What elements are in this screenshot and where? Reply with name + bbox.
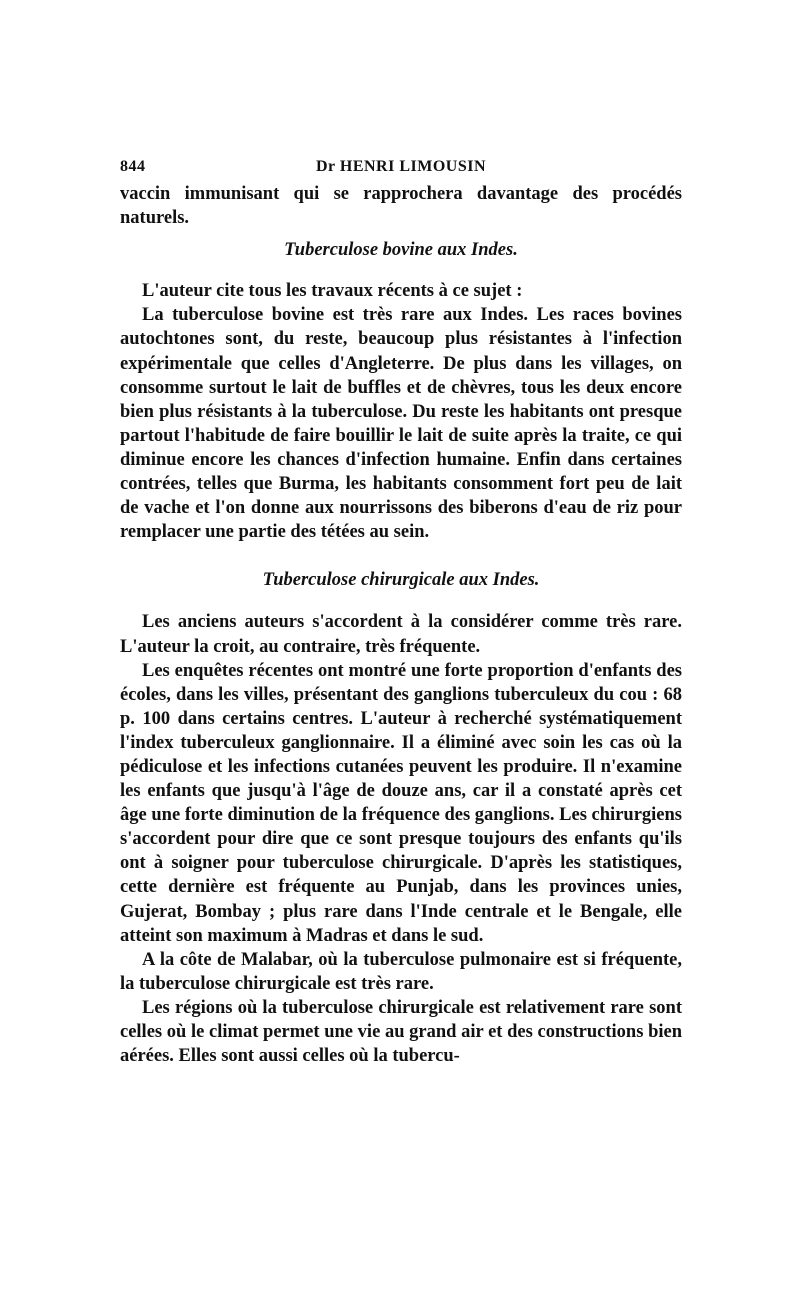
continued-paragraph: vaccin immunisant qui se rapprochera davantage des procédés naturels. bbox=[120, 184, 682, 229]
section-heading-bovine-tuberculosis: Tuberculose bovine aux Indes. bbox=[284, 240, 518, 261]
paragraph: L'auteur cite tous les travaux récents à ce sujet : bbox=[142, 281, 523, 302]
body-text bbox=[120, 182, 682, 1068]
paragraph: La tuberculose bovine est très rare aux Indes. Les races bovines autochtones sont, du reste, beaucoup plus résistantes à l'infection expérimentale que celles d'Angleterre. De plus dans les villages, on consomme surtout le lait de buffles et de chèvres, tous les deux encore bien plus résistants à la tuberculose. Du reste les habitants ont presque partout l'habitude de faire bouillir le lait de suite après la traite, ce qui diminue encore les chances d'infection humaine. Enfin dans certaines contrées, telles que Burma, les habitants consomment fort peu de lait de vache et l'on donne aux nourrissons des biberons d'eau de riz pour remplacer une partie des tétées au sein. bbox=[120, 305, 682, 543]
paragraph: Les enquêtes récentes ont montré une forte proportion d'enfants des écoles, dans les villes, présentant des ganglions tuberculeux du cou : 68 p. 100 dans certains centres. L'auteur à recherché systématiquement l'index tuberculeux ganglionnaire. Il a éliminé avec soin les cas où la pédiculose et les infections cutanées peuvent les produire. Il n'examine les enfants que jusqu'à l'âge de douze ans, car il a constaté après cet âge une forte diminution de la fréquence des ganglions. Les chirurgiens s'accordent pour dire que ce sont presque toujours des enfants qu'ils ont à soigner pour tuberculose chirurgicale. D'après les statistiques, cette dernière est fréquente au Punjab, dans les provinces unies, Gujerat, Bombay ; plus rare dans l'Inde centrale et le Bengale, elle atteint son maximum à Madras et dans le sud. bbox=[120, 660, 682, 946]
document-page bbox=[120, 158, 682, 1068]
paragraph: Les régions où la tuberculose chirurgicale est relativement rare sont celles où le climat permet une vie au grand air et des constructions bien aérées. Elles sont aussi celles où la tubercu- bbox=[120, 997, 682, 1067]
page-number: 844 bbox=[120, 158, 146, 175]
paragraph: Les anciens auteurs s'accordent à la considérer comme très rare. L'auteur la croit, au contraire, très fréquente. bbox=[120, 612, 682, 657]
paragraph: A la côte de Malabar, où la tuberculose pulmonaire est si fréquente, la tuberculose chirurgicale est très rare. bbox=[120, 949, 682, 994]
section-heading-surgical-tuberculosis: Tuberculose chirurgicale aux Indes. bbox=[262, 570, 540, 591]
running-header bbox=[120, 158, 682, 182]
running-header-author: Dr HENRI LIMOUSIN bbox=[316, 158, 486, 175]
